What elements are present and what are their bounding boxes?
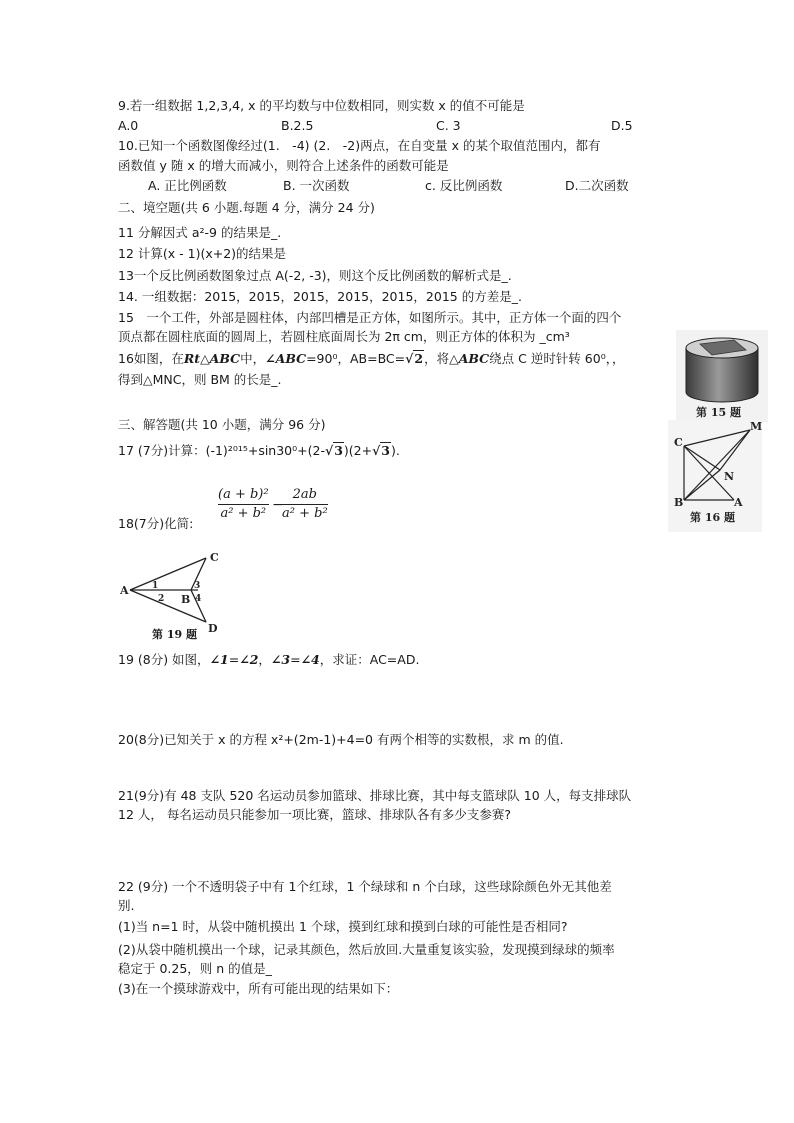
q18-frac2-numerator: 2ab — [292, 487, 317, 502]
section3-title: 三、解答题(共 10 小题，满分 96 分) — [118, 417, 326, 432]
fig16-label-b: B — [674, 496, 684, 509]
q10-option-a: A. 正比例函数 — [148, 178, 227, 193]
q10-option-d: D.二次函数 — [565, 178, 629, 193]
q17-prefix: 17 (7分)计算：(-1)²⁰¹⁵+sin30⁰+(2- — [118, 443, 325, 458]
q16-mid3: ，将 — [424, 351, 450, 366]
q17-suffix: ). — [391, 443, 400, 458]
q16-triangle2: △ABC — [449, 351, 490, 366]
q18-fraction-1 — [218, 487, 269, 522]
q19-suffix: ，求证：AC=AD. — [319, 652, 420, 667]
fig19-label-4: 4 — [195, 594, 202, 604]
q17-mid: )(2+ — [343, 443, 373, 458]
q15-line1: 15 一个工件，外部是圆柱体，内部凹槽是正方体，如图所示。其中，正方体一个面的四个 — [118, 310, 622, 325]
q12: 12 计算(x - 1)(x+2)的结果是 — [118, 246, 287, 261]
q9-stem: 9.若一组数据 1,2,3,4, x 的平均数与中位数相同，则实数 x 的值不可能是 — [118, 98, 525, 113]
fig19-label-3: 3 — [194, 581, 201, 591]
q16-prefix: 16如图，在 — [118, 351, 184, 366]
q11: 11 分解因式 a²-9 的结果是_. — [118, 225, 282, 240]
q16-sqrt: √2 — [405, 351, 424, 366]
q15-line2: 顶点都在圆柱底面的圆周上，若圆柱底面周长为 2π cm，则正方体的体积为 _cm³ — [118, 329, 570, 344]
q22-part2-line2: 稳定于 0.25，则 n 的值是_ — [118, 961, 272, 976]
q19-angle1: ∠1 — [209, 652, 229, 667]
q16-line2: 得到△MNC，则 BM 的长是_. — [118, 372, 282, 387]
figure-15 — [676, 330, 768, 422]
q10-option-c: c. 反比例函数 — [425, 178, 503, 193]
q18-frac1-denominator: a² + b² — [220, 506, 267, 521]
fig19-caption: 第 19 题 — [152, 628, 197, 641]
q17-sqrt2: √3 — [372, 443, 390, 458]
q13: 13一个反比例函数图象过点 A(-2, -3)，则这个反比例函数的解析式是_. — [118, 268, 512, 283]
q18-frac2-denominator: a² + b² — [282, 506, 328, 521]
q19-prefix: 19 (8分) 如图， — [118, 652, 210, 667]
q21-line2: 12 人， 每名运动员只能参加一项比赛，篮球、排球队各有多少支参赛? — [118, 807, 511, 822]
figure-16 — [668, 420, 762, 532]
q10-option-b: B. 一次函数 — [283, 178, 350, 193]
fig19-label-1: 1 — [152, 581, 159, 591]
q22-part2-line1: (2)从袋中随机摸出一个球，记录其颜色，然后放回.大量重复该实验，发现摸到绿球的频率 — [118, 942, 615, 957]
fig19-label-b: B — [181, 593, 191, 606]
section2-title: 二、境空题(共 6 小题.每题 4 分，满分 24 分) — [118, 200, 375, 215]
q16-triangle: Rt△ABC — [183, 351, 241, 366]
fig19-label-2: 2 — [158, 594, 165, 604]
fig16-label-m: M — [750, 420, 762, 433]
q18-label: 18(7分)化简: — [118, 516, 194, 531]
q17-sqrt1: √3 — [324, 443, 343, 458]
q16-mid1: 中， — [240, 351, 266, 366]
q19: 19 (8分) 如图，∠1=∠2，∠3=∠4，求证：AC=AD. — [118, 652, 420, 667]
q16-mid2: =90⁰，AB=BC= — [306, 351, 406, 366]
q21-line1: 21(9分)有 48 支队 520 名运动员参加篮球、排球比赛，其中每支篮球队 10 人，每支排球队 — [118, 788, 632, 803]
fig19-label-c: C — [210, 551, 219, 564]
q9-option-a: A.0 — [118, 118, 139, 133]
fig15-caption: 第 15 题 — [696, 406, 741, 419]
q9-option-b: B.2.5 — [281, 118, 314, 133]
q18-minus: − — [272, 497, 284, 513]
q9-option-c: C. 3 — [436, 118, 461, 133]
q19-angle4: ∠4 — [300, 652, 320, 667]
q22-part1: (1)当 n=1 时，从袋中随机摸出 1 个球，摸到红球和摸到白球的可能性是否相同? — [118, 919, 568, 934]
fig16-label-n: N — [724, 470, 735, 483]
fig16-label-a: A — [734, 496, 743, 509]
q22-line2: 别. — [118, 898, 135, 913]
q22-part3: (3)在一个摸球游戏中，所有可能出现的结果如下： — [118, 981, 399, 996]
fig19-label-a: A — [120, 584, 129, 597]
q19-angle3: ∠3 — [270, 652, 291, 667]
fig16-caption: 第 16 题 — [690, 511, 735, 524]
q22-line1: 22 (9分) 一个不透明袋子中有 1个红球，1 个绿球和 n 个白球，这些球除颜色外无其他差 — [118, 879, 612, 894]
fig19-label-d: D — [208, 622, 218, 635]
q10-line2: 函数值 y 随 x 的增大而减小，则符合上述条件的函数可能是 — [118, 158, 449, 173]
q10-line1: 10.已知一个函数图像经过(1. -4) (2. -2)两点，在自变量 x 的某个取值范围内，都有 — [118, 138, 601, 153]
fig16-label-c: C — [674, 436, 683, 449]
q16-line1 — [118, 350, 624, 367]
q18-fraction-2 — [282, 487, 328, 522]
q16-suffix: 绕点 C 逆时针转 60⁰，， — [489, 351, 625, 366]
q19-angle2: ∠2 — [239, 652, 259, 667]
q17 — [118, 442, 400, 459]
q9-option-d: D.5 — [611, 118, 633, 133]
q16-angle: ∠ABC — [265, 351, 307, 366]
q18-frac1-numerator: (a + b)² — [218, 487, 269, 502]
q14: 14. 一组数据：2015，2015，2015，2015，2015，2015 的方差是_. — [118, 289, 522, 304]
q20: 20(8分)已知关于 x 的方程 x²+(2m-1)+4=0 有两个相等的实数根，求 m 的值. — [118, 732, 564, 747]
